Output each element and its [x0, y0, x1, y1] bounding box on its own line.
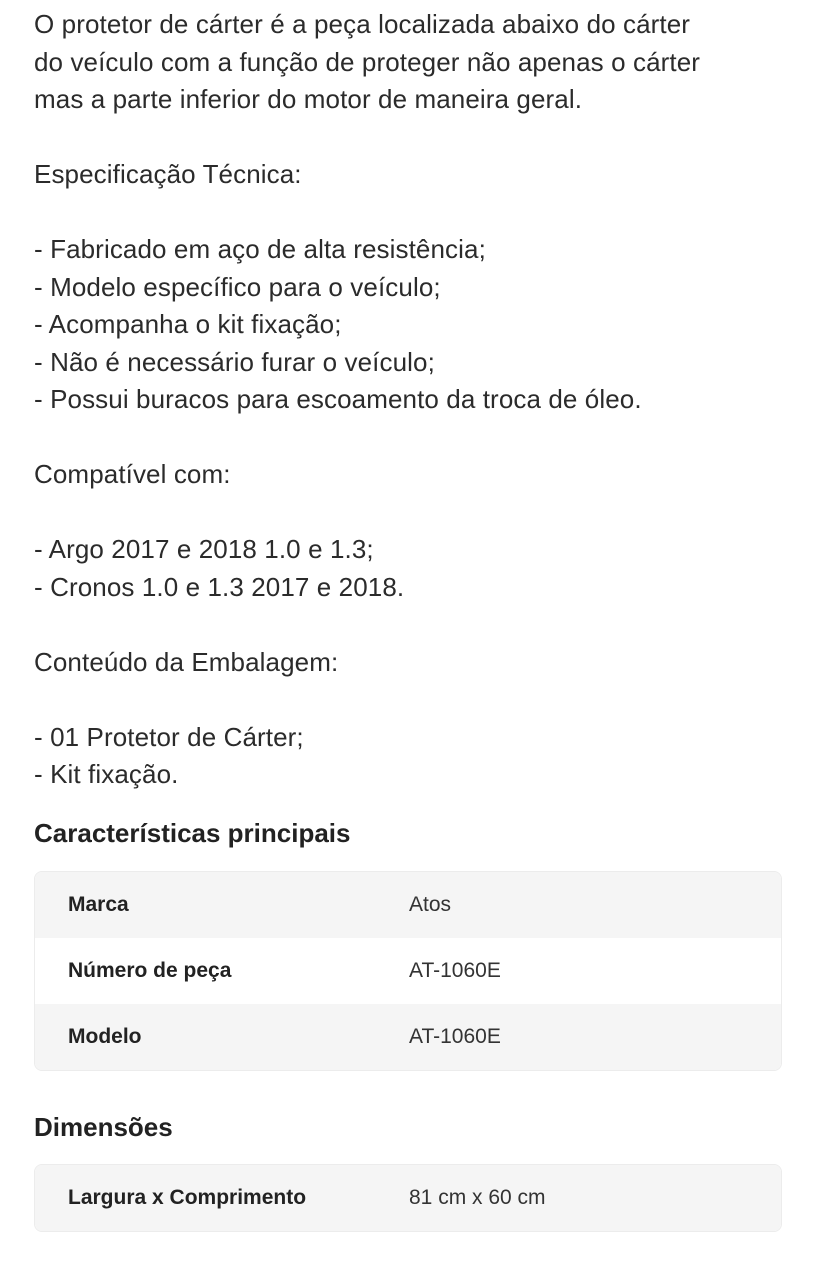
characteristics-table — [34, 871, 782, 1071]
package-item: - Kit fixação. — [34, 759, 179, 789]
package-item: - 01 Protetor de Cárter; — [34, 721, 304, 752]
spec-item: - Possui buracos para escoamento da troca de óleo. — [34, 384, 642, 414]
row-value-largura-comprimento: 81 cm x 60 cm — [409, 1185, 546, 1209]
row-label-modelo: Modelo — [68, 1024, 142, 1048]
compat-heading: Compatível com: — [34, 459, 231, 489]
spec-item: - Fabricado em aço de alta resistência; — [34, 234, 486, 264]
spec-heading: Especificação Técnica: — [34, 159, 302, 189]
table-row — [35, 1165, 781, 1231]
row-value-marca: Atos — [409, 892, 452, 916]
dimensions-title: Dimensões — [34, 1111, 173, 1142]
row-value-modelo: AT-1060E — [409, 1024, 501, 1048]
description-line: O protetor de cárter é a peça localizada abaixo do cárter — [34, 9, 691, 39]
table-row — [35, 872, 781, 938]
row-label-largura-comprimento: Largura x Comprimento — [68, 1185, 307, 1209]
spec-item: - Acompanha o kit fixação; — [34, 309, 342, 339]
product-description — [34, 6, 794, 794]
compat-item: - Cronos 1.0 e 1.3 2017 e 2018. — [34, 571, 405, 602]
characteristics-title: Características principais — [34, 817, 351, 848]
package-heading: Conteúdo da Embalagem: — [34, 646, 339, 677]
product-description-page — [34, 6, 794, 1232]
table-row — [35, 1004, 781, 1070]
table-row — [35, 938, 781, 1004]
spec-item: - Modelo específico para o veículo; — [34, 271, 441, 302]
dimensions-table — [34, 1164, 782, 1232]
row-label-marca: Marca — [68, 892, 129, 916]
compat-item: - Argo 2017 e 2018 1.0 e 1.3; — [34, 534, 374, 564]
row-value-numero-de-peca: AT-1060E — [409, 958, 501, 982]
spec-item: - Não é necessário furar o veículo; — [34, 346, 435, 377]
description-line: do veículo com a função de proteger não apenas o cárter — [34, 46, 701, 77]
description-line: mas a parte inferior do motor de maneira geral. — [34, 84, 583, 114]
row-label-numero-de-peca: Número de peça — [68, 958, 232, 982]
